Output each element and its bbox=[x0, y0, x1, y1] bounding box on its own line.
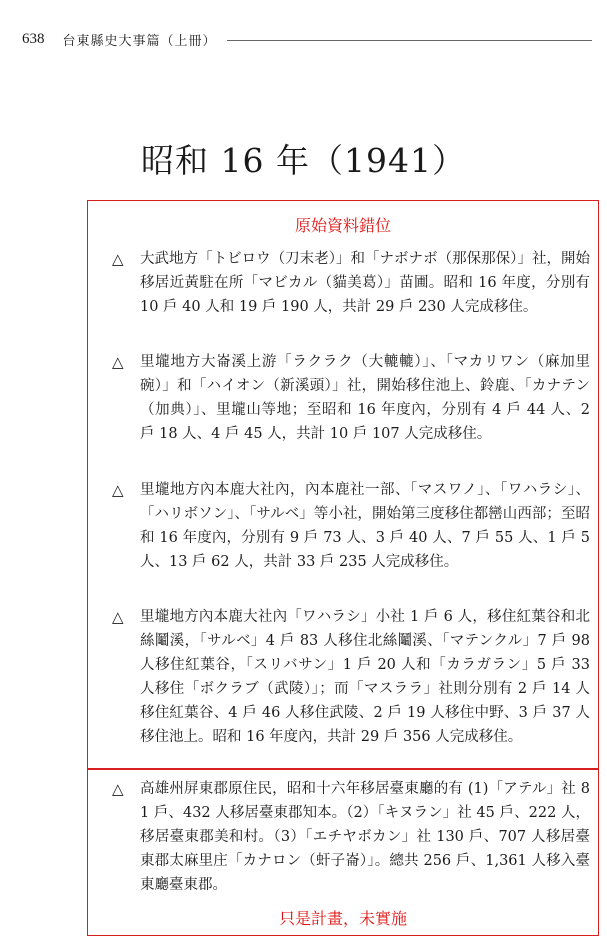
entry-4 bbox=[112, 605, 590, 749]
entry-5 bbox=[112, 777, 590, 897]
book-title: 台東縣史大事篇（上冊） bbox=[62, 33, 217, 49]
entry-text: 里壠地方內本鹿大社內，內本鹿社一部、「マスワノ」、「ワハラシ」、「ハリボソン」、「サルベ」等小社，開始第三度移住都巒山西部；至昭和 16 年度內，分別有 9 戶 73 人、3 戶 40 人、7 戶 55 人、1 戶 5 人、13 戶 62 人，共計 33 戶 235 人完成移住。 bbox=[140, 482, 590, 570]
entry-1 bbox=[112, 247, 590, 319]
entry-3 bbox=[112, 478, 590, 574]
triangle-bullet-icon: △ bbox=[112, 608, 124, 626]
annotation-label-misplaced: 原始資料錯位 bbox=[294, 216, 391, 235]
entry-text: 大武地方「トビロウ（刀末老）」和「ナボナボ（那保那保）」社，開始移居近黃駐在所「マビカル（貓美葛）」苗圃。昭和 16 年度，分別有 10 戶 40 人和 19 戶 190 人，共計 29 戶 230 人完成移住。 bbox=[140, 251, 590, 315]
annotation-label-plan-only: 只是計畫，未實施 bbox=[278, 909, 407, 928]
entry-text: 里壠地方內本鹿大社內「ワハラシ」小社 1 戶 6 人，移住紅葉谷和北絲鬮溪，「サルベ」4 戶 83 人移住北絲鬮溪、「マテンクル」7 戶 98 人移住紅葉谷，「スリバサン」1 戶 20 人和「カラガラン」5 戶 33 人移住「ボクラブ（武陵）」；而「マスララ」社則分別有 2 戶 14 人移住紅葉谷、4 戶 46 人移住武陵、2 戶 19 人移住中野、3 戶 37 人移住池上。昭和 16 年度內，共計 29 戶 356 人完成移住。 bbox=[140, 609, 590, 745]
page-header bbox=[22, 26, 592, 52]
entry-text: 高雄州屏東郡原住民，昭和十六年移居臺東廳的有 (1)「アテル」社 81 戶、432 人移居臺東郡知本。（2）「キヌラン」社 45 戶、222 人，移居臺東郡美和村。（3）「エチヤボカン」社 130 戶、707 人移居臺東郡太麻里庄「カナロン（虷子崙）」。總共 256 戶、1,361 人移入臺東廳臺東郡。 bbox=[140, 781, 590, 893]
triangle-bullet-icon: △ bbox=[112, 353, 124, 371]
page-number: 638 bbox=[22, 30, 45, 47]
triangle-bullet-icon: △ bbox=[112, 481, 124, 499]
triangle-bullet-icon: △ bbox=[112, 780, 124, 798]
triangle-bullet-icon: △ bbox=[112, 250, 124, 268]
entry-text: 里壠地方大崙溪上游「ラクラク（大轆轆）」、「マカリワン（麻加里碗）」和「ハイオン（新溪頭）」社，開始移住池上、鈴鹿、「カナテン（加典）」、里壠山等地；至昭和 16 年度內，分別有 4 戶 44 人、2 戶 18 人、4 戶 45 人，共計 10 戶 107 人完成移住。 bbox=[140, 354, 590, 442]
entry-2 bbox=[112, 350, 590, 446]
header-rule bbox=[227, 40, 592, 41]
year-title: 昭和 16 年（1941） bbox=[141, 141, 466, 180]
